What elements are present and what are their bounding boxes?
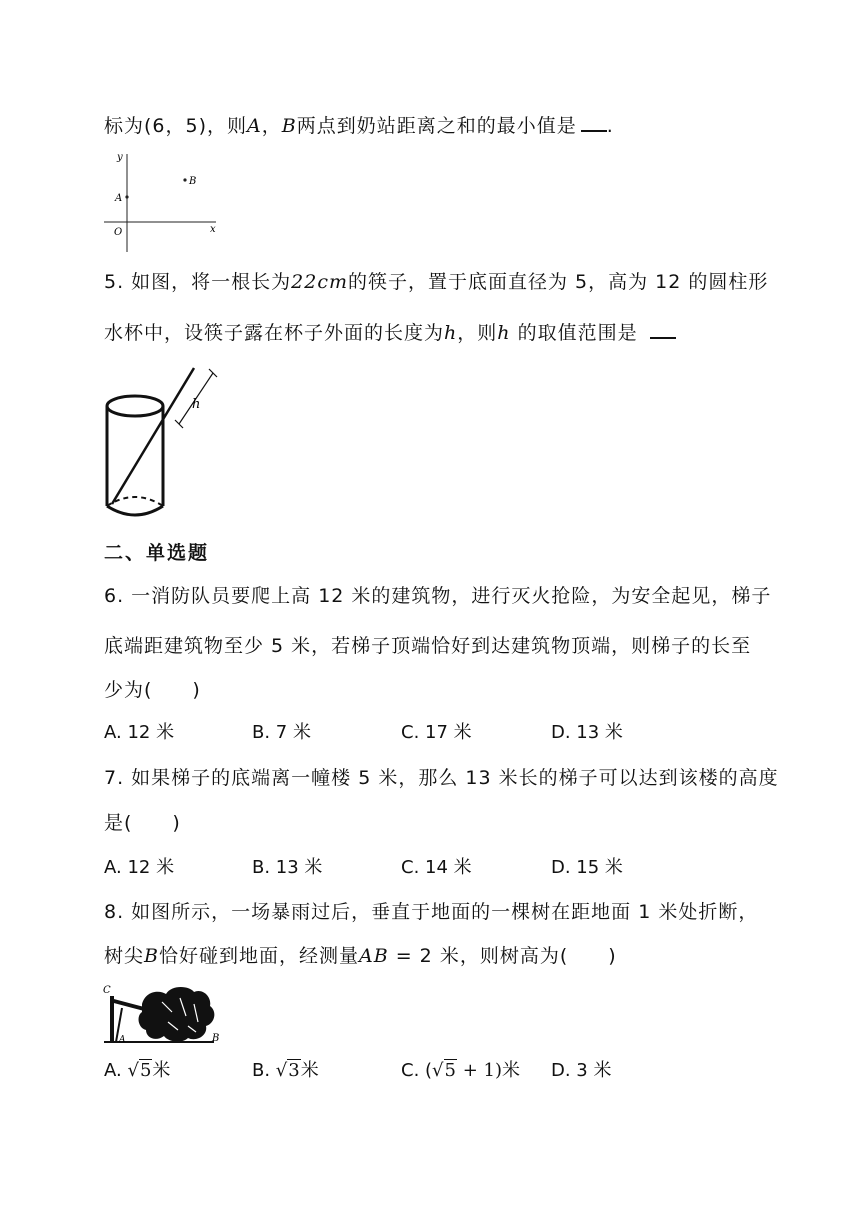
tree-crown [139,987,215,1042]
q8-line2-mid: 恰好碰到地面，经测量 [158,945,359,967]
origin-label: O [114,227,123,238]
q6-option-d: D. 13 米 [551,722,623,743]
q4-tail-suffix: 两点到奶站距离之和的最小值是 [296,115,577,137]
point-a-label: A [247,115,262,137]
tree-trunk [110,996,114,1042]
section-heading: 二、单选题 [104,542,210,564]
q8-line-1: 8. 如图所示，一场暴雨过后，垂直于地面的一棵树在距地面 1 米处折断， [104,901,759,923]
answer-blank [581,114,607,132]
q5-line2-mid: ，则 [457,322,498,344]
q8-option-c-prefix: C. ( [401,1060,433,1081]
cylinder-figure [102,364,222,524]
q8-option-a-radicand: 5 [139,1060,152,1081]
q5-h-var-2: h [497,322,511,344]
q8-option-c-mid: + 1) [456,1060,502,1081]
cylinder-bottom-front [107,506,163,515]
q8-option-b-radicand: 3 [288,1060,300,1081]
q5-length: 22cm [291,271,349,293]
point-b [183,178,186,181]
q7-option-d: D. 15 米 [551,857,623,878]
x-axis-label: x [210,224,216,235]
q8-option-c [401,1057,520,1085]
broken-tree-figure [102,982,224,1046]
point-b-label: B [212,1033,220,1044]
q8-option-c-unit: 米 [501,1060,520,1081]
point-a-fig-label: A [115,193,123,204]
q7-option-c: C. 14 米 [401,857,472,878]
q7-line-1: 7. 如果梯子的底端离一幢楼 5 米，那么 13 米长的梯子可以达到该楼的高度 [104,767,779,789]
q8-option-c-radicand: 5 [444,1060,456,1081]
q8-option-b [252,1057,319,1085]
q6-option-c: C. 17 米 [401,722,472,743]
point-b-fig-label: B [189,176,197,187]
q8-option-a-prefix: A. [104,1060,128,1081]
q8-line-2 [104,942,617,970]
answer-blank [650,321,676,339]
q6-line-2: 底端距建筑物至少 5 米，若梯子顶端恰好到达建筑物顶端，则梯子的长至 [104,635,752,657]
q8-option-b-prefix: B. [252,1060,276,1081]
cylinder-top [107,396,163,416]
q5-line2-pre: 水杯中，设筷子露在杯子外面的长度为 [104,322,445,344]
sqrt-icon: √5 [432,1060,456,1081]
h-fig-label: h [192,397,201,412]
q4-comma: ， [261,115,282,137]
q8-ab-var: AB [359,945,389,967]
q7-option-a: A. 12 米 [104,857,175,878]
point-b-label: B [281,115,297,137]
q6-option-b: B. 7 米 [252,722,311,743]
sqrt-icon: √3 [275,1060,300,1081]
q8-option-d: D. 3 米 [551,1060,612,1081]
q7-option-b: B. 13 米 [252,857,323,878]
q8-option-a-unit: 米 [152,1060,171,1081]
q8-b-var: B [144,945,159,967]
chopstick [112,368,194,504]
point-a-label: A [119,1035,126,1045]
point-a [125,195,128,198]
q4-tail-prefix: 标为(6，5)，则 [104,115,248,137]
sqrt-icon: √5 [127,1060,152,1081]
q8-option-b-unit: 米 [300,1060,319,1081]
q4-tail-line [104,112,614,140]
q8-option-a [104,1057,170,1085]
q5-line1-post: 的筷子，置于底面直径为 5，高为 12 的圆柱形 [348,271,769,293]
q8-line2-eq: = 2 米，则树高为( ) [388,945,617,967]
q6-option-a: A. 12 米 [104,722,175,743]
q5-line-2 [104,319,676,347]
point-c-label: C [103,985,111,996]
q4-tail-end: . [606,115,614,137]
q5-line1-pre: 5. 如图，将一根长为 [104,271,292,293]
q5-h-var: h [444,322,458,344]
q5-line-1 [104,268,768,296]
h-tick-bottom [175,420,183,428]
coordinate-figure [100,148,225,253]
y-axis-label: y [117,152,123,163]
h-tick-top [209,369,217,377]
q6-line-1: 6. 一消防队员要爬上高 12 米的建筑物，进行灭火抢险，为安全起见，梯子 [104,585,772,607]
q7-line-2: 是( ) [104,812,181,834]
q6-line-3: 少为( ) [104,679,201,701]
q5-line2-post: 的取值范围是 [510,322,638,344]
q8-line2-pre: 树尖 [104,945,145,967]
